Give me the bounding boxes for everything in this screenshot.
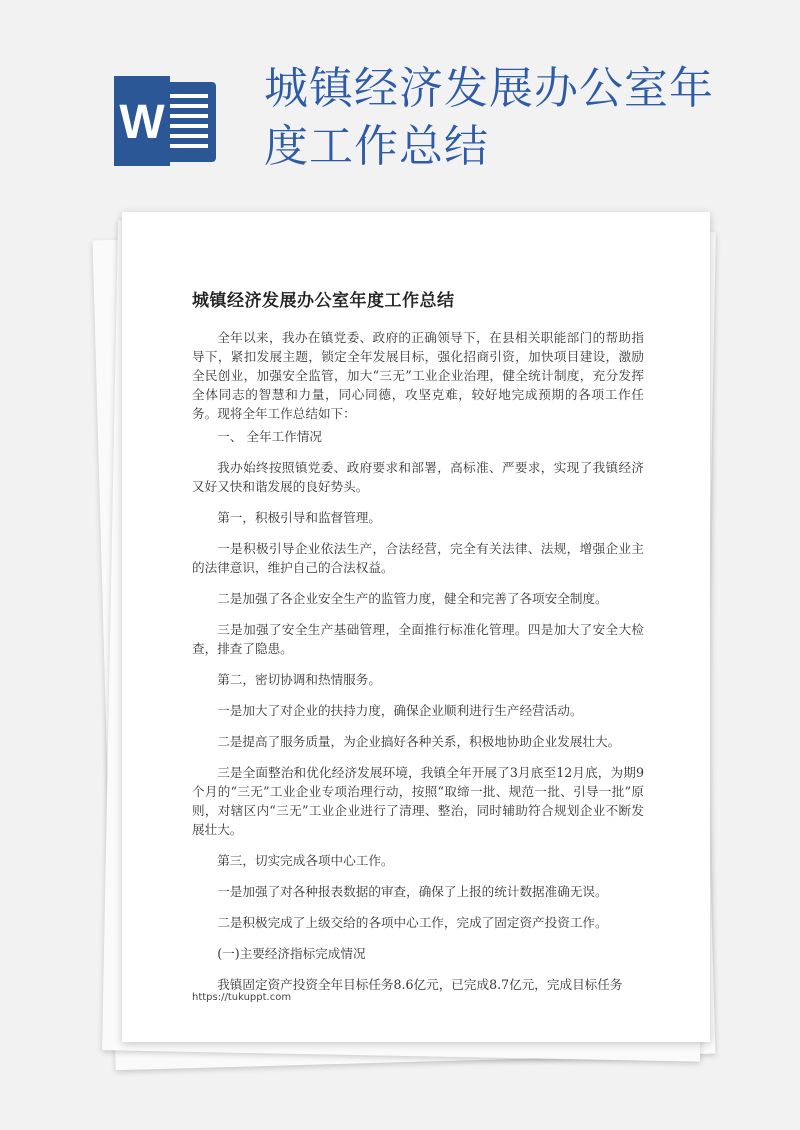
- paragraph: 一是加大了对企业的扶持力度，确保企业顺利进行生产经营活动。: [217, 703, 583, 718]
- word-icon: [112, 76, 220, 166]
- paragraph: 二是提高了服务质量，为企业搞好各种关系，积极地协助企业发展壮大。: [217, 734, 621, 749]
- footer-url: https://tukuppt.com: [192, 992, 292, 1003]
- subsection-heading: 第二，密切协调和热情服务。: [217, 672, 381, 687]
- paragraph: 全年以来，我办在镇党委、政府的正确领导下，在县相关职能部门的帮助指导下，紧扣发展主题，锁定全年发展目标，强化招商引资，加快项目建设，激励全民创业，加强安全监管，加大“三无”工业企业治理，健全统计制度，充分发挥全体同志的智慧和力量，同心同德，攻坚克难，较好地完成预期的各项工作任务。现将全年工作总结如下：: [192, 330, 644, 421]
- paragraph: 三是加强了安全生产基础管理，全面推行标准化管理。四是加大了安全大检查，排查了隐患。: [192, 622, 644, 656]
- subsection-heading: 第一，积极引导和监督管理。: [217, 510, 381, 525]
- paragraph: 一是加强了对各种报表数据的审查，确保了上报的统计数据准确无误。: [217, 884, 608, 899]
- paragraph: 我镇固定资产投资全年目标任务8.6亿元，已完成8.7亿元，完成目标任务: [217, 977, 623, 992]
- paragraph: 一是积极引导企业依法生产，合法经营，完全有关法律、法规，增强企业主的法律意识，维护自己的合法权益。: [192, 541, 644, 575]
- subsection-heading: (一)主要经济指标完成情况: [217, 946, 366, 961]
- document-page: [122, 212, 710, 1042]
- section-heading: 一、 全年工作情况: [217, 429, 322, 444]
- document-title: 城镇经济发展办公室年度工作总结: [192, 291, 455, 311]
- document-body: [192, 328, 644, 1006]
- paragraph: 三是全面整治和优化经济发展环境，我镇全年开展了3月底至12月底，为期9个月的“三无”工业企业专项治理行动，按照“取缔一批、规范一批、引导一批”原则，对辖区内“三无”工业企业进行了清理、整治，同时辅助符合规划企业不断发展壮大。: [192, 765, 644, 837]
- paragraph: 我办始终按照镇党委、政府要求和部署，高标准、严要求，实现了我镇经济又好又快和谐发展的良好势头。: [192, 460, 644, 494]
- paragraph: 二是加强了各企业安全生产的监管力度，健全和完善了各项安全制度。: [217, 591, 608, 606]
- header-title: 城镇经济发展办公室年度工作总结: [264, 63, 714, 172]
- word-icon-letter: W: [119, 96, 165, 149]
- paragraph: 二是积极完成了上级交给的各项中心工作，完成了固定资产投资工作。: [217, 915, 608, 930]
- subsection-heading: 第三，切实完成各项中心工作。: [217, 853, 394, 868]
